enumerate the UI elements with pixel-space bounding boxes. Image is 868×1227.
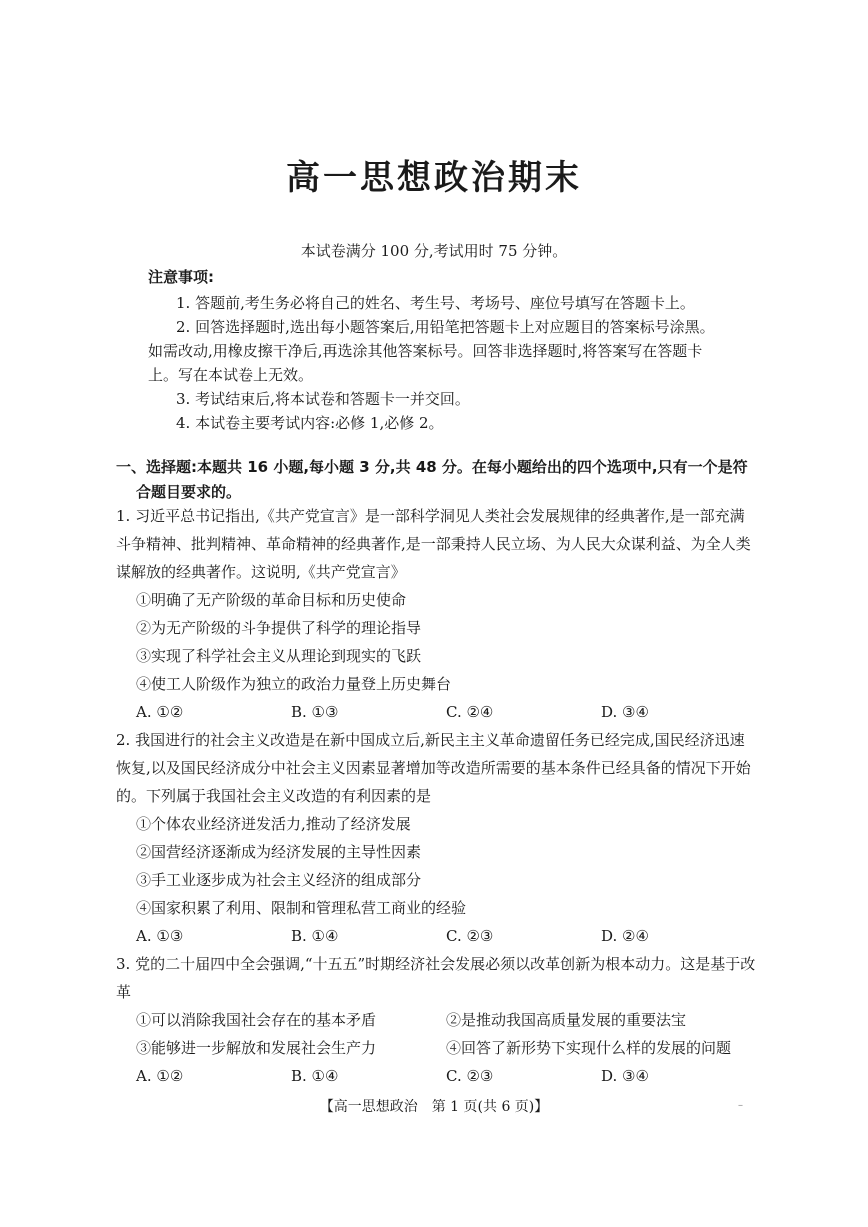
statement-option: ③能够进一步解放和发展社会生产力 [136,1039,377,1057]
statement-option: ①可以消除我国社会存在的基本矛盾 [136,1011,377,1029]
question-stem: 2. 我国进行的社会主义改造是在新中国成立后,新民主主义革命遗留任务已经完成,国民经济迅速恢复,以及国民经济成分中社会主义因素显著增加等改造所需要的基本条件已经具备的情况下开始的。下列属于我国社会主义改造的有利因素的是 [116,731,751,805]
section-line: 一、选择题:本题共 16 小题,每小题 3 分,共 48 分。在每小题给出的四个选项中,只有一个是符 [116,458,748,476]
corner-mark: – [738,1100,743,1111]
answer-choice: C. ②③ [446,927,494,945]
notice-item: 1. 答题前,考生务必将自己的姓名、考生号、考场号、座位号填写在答题卡上。 [176,294,695,312]
section-heading [116,455,756,505]
statement-row [116,1006,756,1034]
notice-list [148,291,728,435]
answer-choice: A. ①② [136,703,184,721]
notice-heading: 注意事项: [148,268,214,286]
question-2 [116,726,756,950]
section-line: 合题目要求的。 [136,483,242,501]
answer-choice: A. ①② [136,1067,184,1085]
question-1 [116,502,756,726]
answer-choice: C. ②④ [446,703,494,721]
statement-option: ①个体农业经济迸发活力,推动了经济发展 [136,815,411,833]
answer-choice: C. ②③ [446,1067,494,1085]
notice-item: 4. 本试卷主要考试内容:必修 1,必修 2。 [176,414,444,432]
statement-option: ②国营经济逐渐成为经济发展的主导性因素 [136,843,422,861]
answer-choice: B. ①④ [291,1067,339,1085]
notice-item: 3. 考试结束后,将本试卷和答题卡一并交回。 [176,390,470,408]
answer-choices [116,698,756,726]
statement-option: ③实现了科学社会主义从理论到现实的飞跃 [136,647,422,665]
exam-title: 高一思想政治期末 [286,158,582,198]
answer-choice: B. ①③ [291,703,339,721]
exam-intro: 本试卷满分 100 分,考试用时 75 分钟。 [300,242,568,260]
statement-option: ④使工人阶级作为独立的政治力量登上历史舞台 [136,675,452,693]
statement-option: ②是推动我国高质量发展的重要法宝 [446,1011,687,1029]
statement-option: ①明确了无产阶级的革命目标和历史使命 [136,591,407,609]
answer-choice: D. ③④ [601,1067,649,1085]
statement-option: ②为无产阶级的斗争提供了科学的理论指导 [136,619,422,637]
answer-choices [116,922,756,950]
statement-option: ④回答了新形势下实现什么样的发展的问题 [446,1039,732,1057]
page-footer: 【高一思想政治 第 1 页(共 6 页)】 [319,1099,549,1115]
answer-choice: A. ①③ [136,927,184,945]
question-stem: 3. 党的二十届四中全会强调,“十五五”时期经济社会发展必须以改革创新为根本动力。这是基于改革 [116,955,756,1001]
statement-option: ③手工业逐步成为社会主义经济的组成部分 [136,871,422,889]
question-3 [116,950,756,1090]
answer-choices [116,1062,756,1090]
answer-choice: B. ①④ [291,927,339,945]
notice-item: 2. 回答选择题时,选出每小题答案后,用铅笔把答题卡上对应题目的答案标号涂黑。如需改动,用橡皮擦干净后,再选涂其他答案标号。回答非选择题时,将答案写在答题卡上。写在本试卷上无效。 [148,318,715,384]
statement-row [116,1034,756,1062]
answer-choice: D. ③④ [601,703,649,721]
statement-option: ④国家积累了利用、限制和管理私营工商业的经验 [136,899,467,917]
answer-choice: D. ②④ [601,927,649,945]
question-stem: 1. 习近平总书记指出,《共产党宣言》是一部科学洞见人类社会发展规律的经典著作,是一部充满斗争精神、批判精神、革命精神的经典著作,是一部秉持人民立场、为人民大众谋利益、为全人类谋解放的经典著作。这说明,《共产党宣言》 [116,507,751,581]
